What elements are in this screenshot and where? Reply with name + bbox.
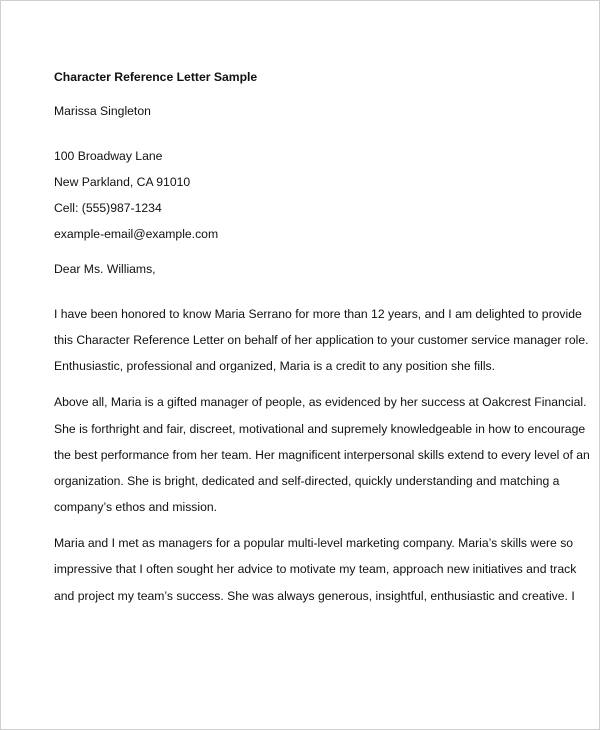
address-email: example-email@example.com bbox=[54, 227, 219, 241]
paragraph-line: and project my team’s success. She was always generous, insightful, enthusiastic and creative. I bbox=[54, 588, 575, 603]
paragraph-line: impressive that I often sought her advice to motivate my team, approach new initiatives and track bbox=[54, 562, 577, 577]
sender-address-block bbox=[54, 148, 554, 242]
address-city: New Parkland, CA 91010 bbox=[54, 175, 191, 189]
paragraph-line: the best performance from her team. Her magnificent interpersonal skills extend to every level of an bbox=[54, 447, 590, 462]
address-street: 100 Broadway Lane bbox=[54, 149, 163, 163]
paragraph-3 bbox=[54, 535, 577, 603]
salutation: Dear Ms. Williams, bbox=[54, 262, 156, 276]
paragraph-line: She is forthright and fair, discreet, motivational and supremely knowledgeable in how to encourage bbox=[54, 421, 586, 436]
paragraph-line: Enthusiastic, professional and organized, Maria is a credit to any position she fills. bbox=[54, 359, 496, 374]
paragraph-line: this Character Reference Letter on behalf of her application to your customer service manager role. bbox=[54, 333, 589, 348]
paragraph-2 bbox=[54, 394, 590, 515]
paragraph-line: Above all, Maria is a gifted manager of people, as evidenced by her success at Oakcrest Financial. bbox=[54, 395, 587, 410]
letter-body bbox=[54, 69, 590, 624]
paragraph-line: Maria and I met as managers for a popular multi-level marketing company. Maria’s skills were so bbox=[54, 536, 574, 551]
paragraph-1 bbox=[54, 306, 589, 374]
paragraph-line: organization. She is bright, dedicated and self-directed, quickly understanding and matching a bbox=[54, 473, 560, 488]
paragraph-line: I have been honored to know Maria Serrano for more than 12 years, and I am delighted to provide bbox=[54, 307, 582, 321]
address-phone: Cell: (555)987-1234 bbox=[54, 201, 162, 215]
document-title: Character Reference Letter Sample bbox=[54, 70, 258, 84]
sender-name: Marissa Singleton bbox=[54, 104, 151, 118]
paragraph-line: company’s ethos and mission. bbox=[54, 500, 218, 515]
